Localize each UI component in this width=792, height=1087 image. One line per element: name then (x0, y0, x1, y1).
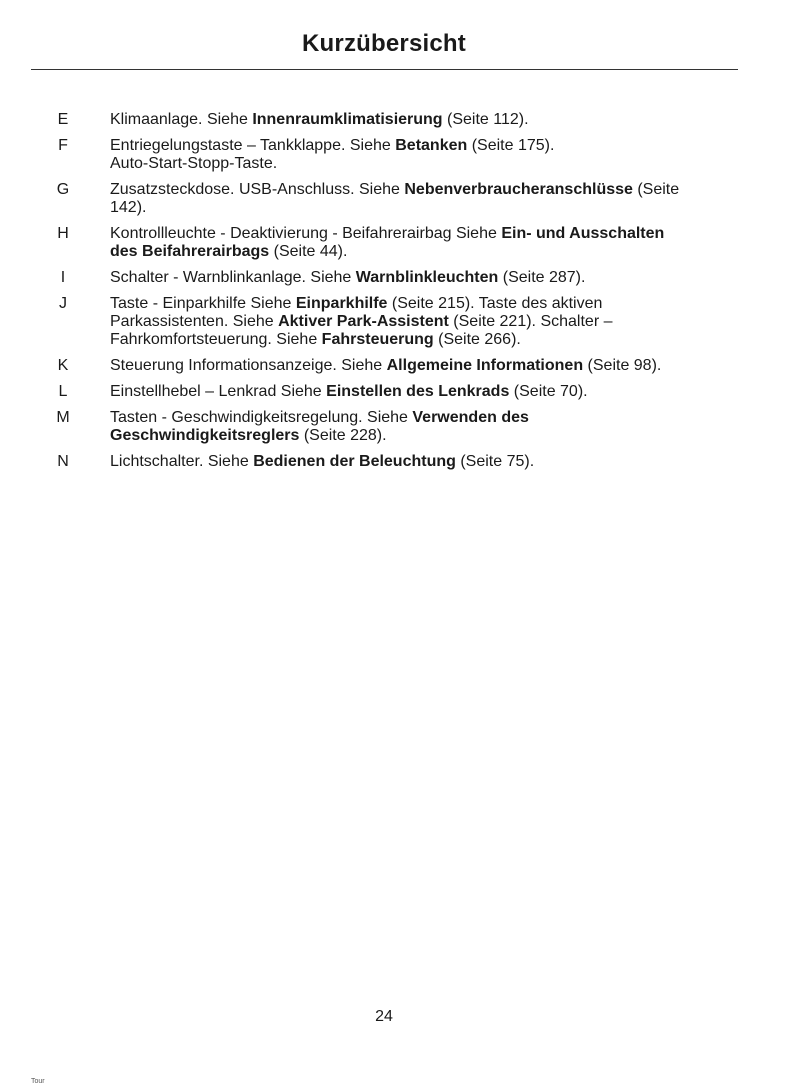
legend-key: I (60, 269, 66, 286)
description-line (110, 199, 732, 217)
description-line (110, 409, 732, 427)
legend-list (0, 111, 792, 479)
description-line (110, 111, 732, 129)
description-text: Taste - Einparkhilfe Siehe (110, 295, 296, 312)
description-text: (Seite 75). (455, 453, 535, 470)
description-text: (Seite 44). (269, 243, 348, 260)
footer-note: Tour (31, 1078, 45, 1085)
description-text: (Seite 215). Taste des aktiven (387, 295, 603, 312)
legend-entry-h (0, 225, 792, 261)
legend-entry-k (0, 357, 792, 375)
cross-reference-link[interactable]: Warnblinkleuchten (355, 269, 499, 286)
legend-description (110, 357, 732, 375)
legend-description (110, 225, 732, 261)
cross-reference-link[interactable]: Innenraumklimatisierung (252, 111, 443, 128)
description-line (110, 243, 732, 261)
description-line (110, 453, 732, 471)
legend-description (110, 295, 732, 349)
cross-reference-link[interactable]: Allgemeine Informationen (386, 357, 584, 374)
description-text: Kontrollleuchte - Deaktivierung - Beifahrerairbag Siehe (110, 225, 502, 242)
description-text: (Seite 228). (299, 427, 387, 444)
description-text: (Seite (632, 181, 680, 198)
description-text: Auto-Start-Stopp-Taste. (110, 155, 278, 172)
description-text: (Seite 175). (467, 137, 555, 154)
legend-key: H (57, 225, 69, 242)
cross-reference-link[interactable]: Fahrsteuerung (321, 331, 434, 348)
cross-reference-link[interactable]: Betanken (395, 137, 468, 154)
legend-description (110, 383, 732, 401)
description-line (110, 225, 732, 243)
description-text: (Seite 70). (509, 383, 588, 400)
legend-description (110, 181, 732, 217)
cross-reference-link[interactable]: Ein- und Ausschalten (501, 225, 665, 242)
cross-reference-link[interactable]: Verwenden des (412, 409, 529, 426)
description-text: Lichtschalter. Siehe (110, 453, 254, 470)
legend-entry-f (0, 137, 792, 173)
legend-entry-j (0, 295, 792, 349)
description-text: Steuerung Informationsanzeige. Siehe (110, 357, 387, 374)
cross-reference-link[interactable]: Bedienen der Beleuchtung (253, 453, 456, 470)
description-text: 142). (110, 199, 147, 216)
legend-description (110, 137, 732, 173)
cross-reference-link[interactable]: des Beifahrerairbags (110, 243, 270, 260)
description-line (110, 313, 732, 331)
legend-description (110, 269, 732, 287)
description-line (110, 181, 732, 199)
description-text: (Seite 112). (442, 111, 529, 128)
page-number: 24 (375, 1008, 393, 1025)
description-text: Klimaanlage. Siehe (110, 111, 253, 128)
description-line (110, 427, 732, 445)
legend-entry-n (0, 453, 792, 471)
legend-key: N (57, 453, 69, 470)
legend-entry-e (0, 111, 792, 129)
description-text: Entriegelungstaste – Tankklappe. Siehe (110, 137, 396, 154)
legend-entry-i (0, 269, 792, 287)
description-text: Zusatzsteckdose. USB-Anschluss. Siehe (110, 181, 405, 198)
description-text: Tasten - Geschwindigkeitsregelung. Siehe (110, 409, 413, 426)
description-line (110, 155, 732, 173)
description-text: (Seite 98). (583, 357, 662, 374)
cross-reference-link[interactable]: Aktiver Park-Assistent (278, 313, 449, 330)
description-line (110, 295, 732, 313)
description-text: (Seite 287). (498, 269, 586, 286)
description-line (110, 331, 732, 349)
page-title: Kurzübersicht (302, 30, 466, 57)
description-text: Einstellhebel – Lenkrad Siehe (110, 383, 327, 400)
title-divider (31, 69, 738, 70)
legend-key: M (56, 409, 70, 426)
legend-key: K (57, 357, 69, 374)
description-line (110, 269, 732, 287)
cross-reference-link[interactable]: Geschwindigkeitsreglers (110, 427, 300, 444)
legend-description (110, 409, 732, 445)
legend-description (110, 453, 732, 471)
legend-key: E (57, 111, 69, 128)
legend-description (110, 111, 732, 129)
description-line (110, 137, 732, 155)
cross-reference-link[interactable]: Einparkhilfe (295, 295, 388, 312)
cross-reference-link[interactable]: Nebenverbraucheranschlüsse (404, 181, 633, 198)
legend-entry-m (0, 409, 792, 445)
legend-entry-g (0, 181, 792, 217)
description-text: Schalter - Warnblinkanlage. Siehe (110, 269, 356, 286)
description-line (110, 383, 732, 401)
legend-key: F (58, 137, 68, 154)
description-text: (Seite 221). Schalter – (448, 313, 613, 330)
description-line (110, 357, 732, 375)
legend-key: J (59, 295, 67, 312)
cross-reference-link[interactable]: Einstellen des Lenkrads (326, 383, 510, 400)
description-text: Parkassistenten. Siehe (110, 313, 279, 330)
legend-key: G (56, 181, 70, 198)
legend-entry-l (0, 383, 792, 401)
description-text: Fahrkomfortsteuerung. Siehe (110, 331, 322, 348)
legend-key: L (58, 383, 68, 400)
description-text: (Seite 266). (433, 331, 521, 348)
